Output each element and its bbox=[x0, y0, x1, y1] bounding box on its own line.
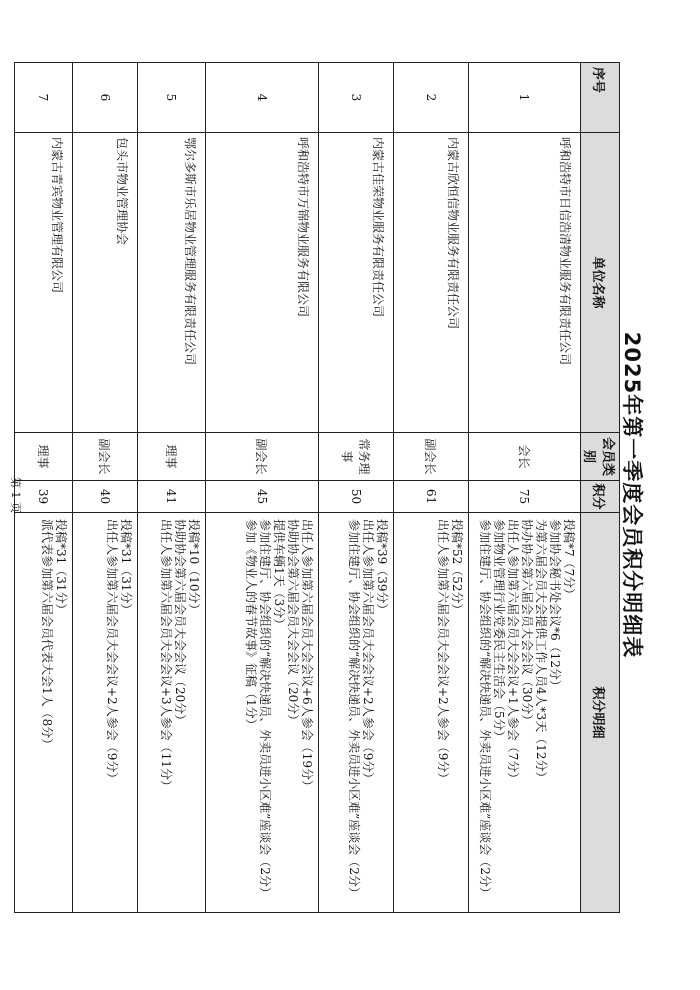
table-row bbox=[394, 63, 469, 913]
header-type: 会员类别 bbox=[581, 433, 620, 481]
points-details bbox=[394, 513, 469, 913]
points-table bbox=[14, 62, 620, 913]
unit-name: 呼和浩特市万锦物业服务有限公司 bbox=[206, 133, 319, 433]
detail-line: 为第六届会员大会提供工作人员4人*3天（12分） bbox=[534, 519, 548, 784]
row-number: 7 bbox=[15, 63, 73, 133]
detail-line: 派代表参加第六届会员代表大会1人（8分） bbox=[40, 519, 54, 751]
detail-line: 协助协会第六届会员大会会议（20分） bbox=[286, 519, 300, 727]
table-row bbox=[138, 63, 206, 913]
member-type: 常务理事 bbox=[319, 433, 394, 481]
detail-line: 出任人参加第六届会员大会会议+2人参会（9分） bbox=[436, 519, 450, 785]
member-type: 理事 bbox=[138, 433, 206, 481]
row-number: 5 bbox=[138, 63, 206, 133]
detail-line: 投稿*52（52分） bbox=[450, 519, 464, 616]
unit-name: 包头市物业管理协会 bbox=[73, 133, 138, 433]
detail-line: 出任人参加第六届会员大会会议+1人参会（7分） bbox=[506, 519, 520, 785]
unit-name: 内蒙古欣恒信物业服务有限责任公司 bbox=[394, 133, 469, 433]
unit-name: 鄂尔多斯市乐居物业管理服务有限责任公司 bbox=[138, 133, 206, 433]
detail-line: 提供车辆1天（3分） bbox=[272, 519, 286, 631]
points-details bbox=[73, 513, 138, 913]
detail-line: 出任人参加第六届会员大会会议+6人参会（19分） bbox=[300, 519, 314, 792]
detail-line: 出任人参加第六届会员大会会议+2人参会（9分） bbox=[105, 519, 119, 785]
detail-line: 投稿*39（39分） bbox=[375, 519, 389, 616]
row-number: 3 bbox=[319, 63, 394, 133]
detail-line: 投稿*10（10分） bbox=[187, 519, 201, 616]
detail-line: 参加《物业人的春节故事》征稿（1分） bbox=[244, 519, 258, 731]
detail-line: 投稿*31（31分） bbox=[119, 519, 133, 616]
points-value: 40 bbox=[73, 481, 138, 513]
table-row bbox=[73, 63, 138, 913]
detail-line: 投稿*31（31分） bbox=[54, 519, 68, 616]
header-details: 积分明细 bbox=[581, 513, 620, 913]
row-number: 1 bbox=[469, 63, 581, 133]
detail-line: 参加协会秘书处会议*6（12分） bbox=[548, 519, 562, 692]
header-row bbox=[581, 63, 620, 913]
table-row bbox=[319, 63, 394, 913]
detail-line: 投稿*7（7分） bbox=[562, 519, 576, 601]
points-value: 75 bbox=[469, 481, 581, 513]
points-value: 45 bbox=[206, 481, 319, 513]
unit-name: 内蒙古青宾物业管理有限公司 bbox=[15, 133, 73, 433]
points-value: 41 bbox=[138, 481, 206, 513]
detail-line: 参加物业管理行业党委民主生活会（5分） bbox=[492, 519, 506, 743]
row-number: 4 bbox=[206, 63, 319, 133]
table-row bbox=[469, 63, 581, 913]
points-value: 61 bbox=[394, 481, 469, 513]
detail-line: 参加住建厅、协会组织的“解决快递员、外卖员进小区难”座谈会（2分） bbox=[478, 519, 492, 899]
member-type: 理事 bbox=[15, 433, 73, 481]
member-type: 副会长 bbox=[73, 433, 138, 481]
detail-line: 参加住建厅、协会组织的“解决快递员、外卖员进小区难”座谈会（2分） bbox=[347, 519, 361, 899]
page-footer: 第 1 页 bbox=[9, 477, 22, 513]
points-details bbox=[319, 513, 394, 913]
points-details bbox=[469, 513, 581, 913]
unit-name: 呼和浩特市日信浩清物业服务有限责任公司 bbox=[469, 133, 581, 433]
detail-line: 出任人参加第六届会员大会会议+3人参会（11分） bbox=[159, 519, 173, 792]
points-details bbox=[206, 513, 319, 913]
header-name: 单位名称 bbox=[581, 133, 620, 433]
points-details bbox=[138, 513, 206, 913]
document-title: 2025年第一季度会员积分明细表 bbox=[620, 331, 644, 659]
member-type: 会长 bbox=[469, 433, 581, 481]
detail-line: 参加住建厅、协会组织的“解决快递员、外卖员进小区难”座谈会（2分） bbox=[258, 519, 272, 899]
points-value: 50 bbox=[319, 481, 394, 513]
member-type: 副会长 bbox=[206, 433, 319, 481]
row-number: 6 bbox=[73, 63, 138, 133]
table-row bbox=[206, 63, 319, 913]
detail-line: 协助协会第六届会员大会会议（20分） bbox=[173, 519, 187, 727]
detail-line: 协办协会第六届会员大会会议（30分） bbox=[520, 519, 534, 727]
header-no: 序号 bbox=[581, 63, 620, 133]
member-type: 副会长 bbox=[394, 433, 469, 481]
points-value: 39 bbox=[15, 481, 73, 513]
header-score: 积分 bbox=[581, 481, 620, 513]
row-number: 2 bbox=[394, 63, 469, 133]
unit-name: 内蒙古佳荣物业服务有限责任公司 bbox=[319, 133, 394, 433]
detail-line: 出任人参加第六届会员大会会议+2人参会（9分） bbox=[361, 519, 375, 785]
